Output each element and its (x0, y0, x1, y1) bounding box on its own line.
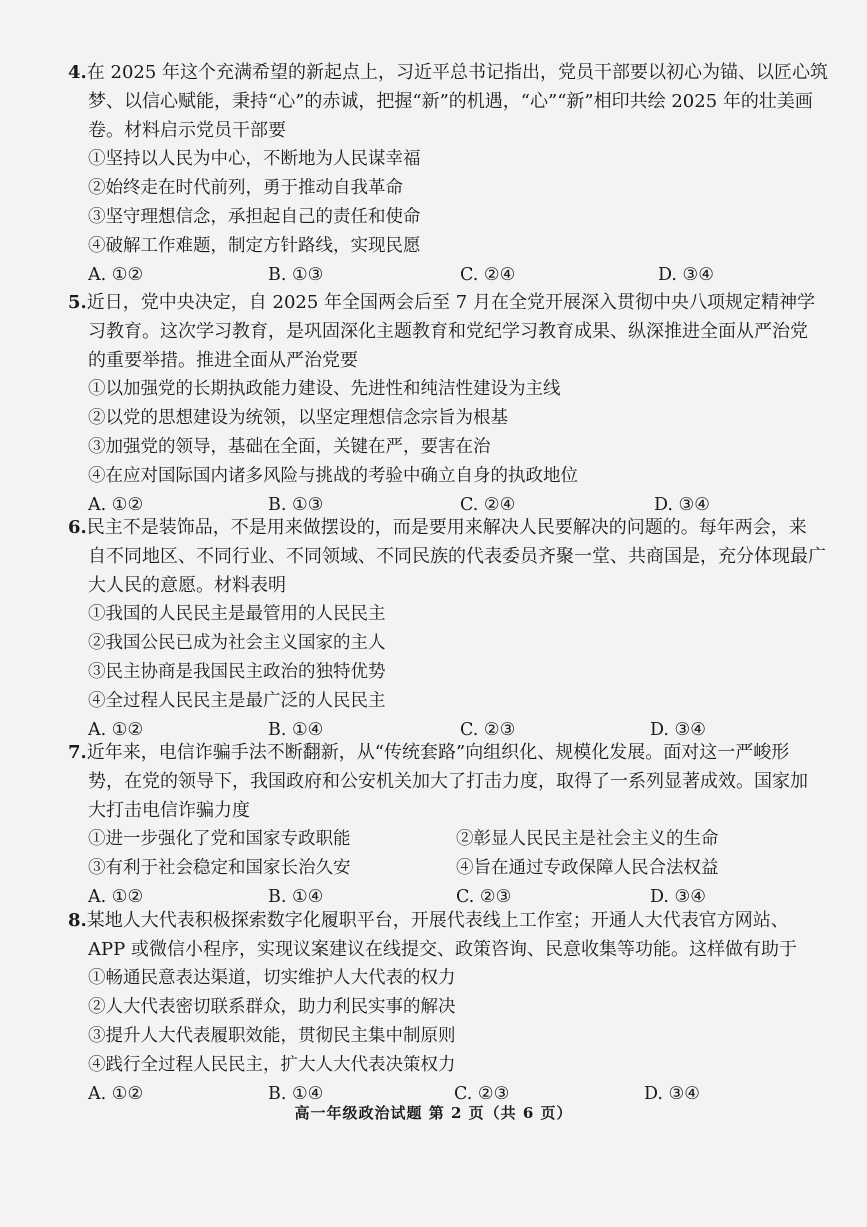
question-stem-line (68, 906, 808, 935)
option-b[interactable]: B. ①④ (268, 1084, 324, 1104)
question-number: 8. (68, 910, 87, 931)
option-b[interactable]: B. ①③ (268, 495, 324, 515)
stem-text: 某地人大代表积极探索数字化履职平台，开展代表线上工作室；开通人大代表官方网站、 (86, 910, 789, 931)
statement-1: ①坚持以人民为中心，不断地为人民谋幸福 (88, 149, 421, 169)
statement-2: ②我国公民已成为社会主义国家的主人 (88, 633, 386, 653)
question-stem-line: 的重要举措。推进全面从严治党要 (88, 350, 358, 371)
question-7 (68, 738, 808, 912)
question-stem-line: 自不同地区、不同行业、不同领域、不同民族的代表委员齐聚一堂、共商国是，充分体现最广 (88, 546, 826, 567)
statement-4: ④在应对国际国内诸多风险与挑战的考验中确立自身的执政地位 (88, 466, 578, 486)
question-stem-line (68, 58, 829, 87)
question-number: 6. (68, 517, 87, 538)
statement-4: ④全过程人民民主是最广泛的人民民主 (88, 691, 386, 711)
statement-row (88, 825, 808, 854)
option-c[interactable]: C. ②④ (460, 265, 516, 285)
option-b[interactable]: B. ①④ (268, 887, 324, 907)
option-d[interactable]: D. ③④ (654, 495, 710, 515)
option-c[interactable]: C. ②③ (456, 887, 512, 907)
statement-1: ①畅通民意表达渠道，切实维护人大代表的权力 (88, 968, 456, 988)
statement-row (88, 854, 808, 883)
answer-options (88, 261, 808, 290)
question-stem-line: 势，在党的领导下，我国政府和公安机关加大了打击力度，取得了一系列显著成效。国家加 (88, 771, 808, 792)
statement-3: ③民主协商是我国民主政治的独特优势 (88, 662, 386, 682)
option-d[interactable]: D. ③④ (658, 265, 714, 285)
option-d[interactable]: D. ③④ (650, 887, 706, 907)
statement-1: ①我国的人民民主是最管用的人民民主 (88, 604, 386, 624)
statement-1: ①以加强党的长期执政能力建设、先进性和纯洁性建设为主线 (88, 379, 561, 399)
question-stem-line: 习教育。这次学习教育，是巩固深化主题教育和党纪学习教育成果、纵深推进全面从严治党 (88, 321, 808, 342)
statement-4: ④践行全过程人民民主，扩大人大代表决策权力 (88, 1055, 456, 1075)
stem-text: 近年来，电信诈骗手法不断翻新，从“传统套路”向组织化、规模化发展。面对这一严峻形 (86, 742, 790, 763)
option-a[interactable]: A. ①② (88, 265, 144, 285)
question-number: 7. (68, 742, 87, 763)
question-4 (68, 58, 829, 290)
statement-1: ①进一步强化了党和国家专政职能 (88, 829, 351, 849)
question-stem-line: APP 或微信小程序，实现议案建议在线提交、政策咨询、民意收集等功能。这样做有助于 (88, 939, 797, 960)
statement-2: ②彰显人民民主是社会主义的生命 (456, 829, 719, 849)
stem-text: 民主不是装饰品，不是用来做摆设的，而是要用来解决人民要解决的问题的。每年两会，来 (86, 517, 807, 538)
statement-4: ④旨在通过专政保障人民合法权益 (456, 858, 719, 878)
page-footer: 高一年级政治试题 第 2 页（共 6 页） (294, 1104, 573, 1122)
question-number: 5. (68, 292, 87, 313)
option-a[interactable]: A. ①② (88, 887, 144, 907)
question-8 (68, 906, 808, 1109)
statement-2: ②始终走在时代前列，勇于推动自我革命 (88, 178, 403, 198)
option-d[interactable]: D. ③④ (650, 720, 706, 740)
option-a[interactable]: A. ①② (88, 720, 144, 740)
question-6 (68, 513, 826, 745)
question-stem-line: 大人民的意愿。材料表明 (88, 575, 286, 596)
option-b[interactable]: B. ①④ (268, 720, 324, 740)
question-stem-line (68, 288, 815, 317)
statement-3: ③提升人大代表履职效能，贯彻民主集中制原则 (88, 1026, 456, 1046)
option-c[interactable]: C. ②③ (454, 1084, 510, 1104)
statement-2: ②人大代表密切联系群众，助力利民实事的解决 (88, 997, 456, 1017)
statement-3: ③坚守理想信念，承担起自己的责任和使命 (88, 207, 421, 227)
option-c[interactable]: C. ②③ (460, 720, 516, 740)
question-stem-line: 大打击电信诈骗力度 (88, 800, 250, 821)
option-a[interactable]: A. ①② (88, 1084, 144, 1104)
option-d[interactable]: D. ③④ (644, 1084, 700, 1104)
stem-text: 近日，党中央决定，自 2025 年全国两会后至 7 月在全党开展深入贯彻中央八项规定精神学 (86, 292, 815, 313)
stem-text: 在 2025 年这个充满希望的新起点上，习近平总书记指出，党员干部要以初心为锚、以匠心筑 (86, 62, 829, 83)
option-c[interactable]: C. ②④ (460, 495, 516, 515)
statement-2: ②以党的思想建设为统领，以坚定理想信念宗旨为根基 (88, 408, 508, 428)
question-number: 4. (68, 62, 87, 83)
option-a[interactable]: A. ①② (88, 495, 144, 515)
question-stem-line (68, 738, 808, 767)
question-stem-line (68, 513, 808, 542)
statement-3: ③有利于社会稳定和国家长治久安 (88, 858, 351, 878)
statement-3: ③加强党的领导，基础在全面，关键在严，要害在治 (88, 437, 491, 457)
statement-4: ④破解工作难题，制定方针路线，实现民愿 (88, 236, 421, 256)
option-b[interactable]: B. ①③ (268, 265, 324, 285)
question-stem-line: 梦、以信心赋能，秉持“心”的赤诚，把握“新”的机遇，“心”“新”相印共绘 2025 年的壮美画 (88, 91, 813, 112)
question-5 (68, 288, 815, 520)
question-stem-line: 卷。材料启示党员干部要 (88, 120, 286, 141)
